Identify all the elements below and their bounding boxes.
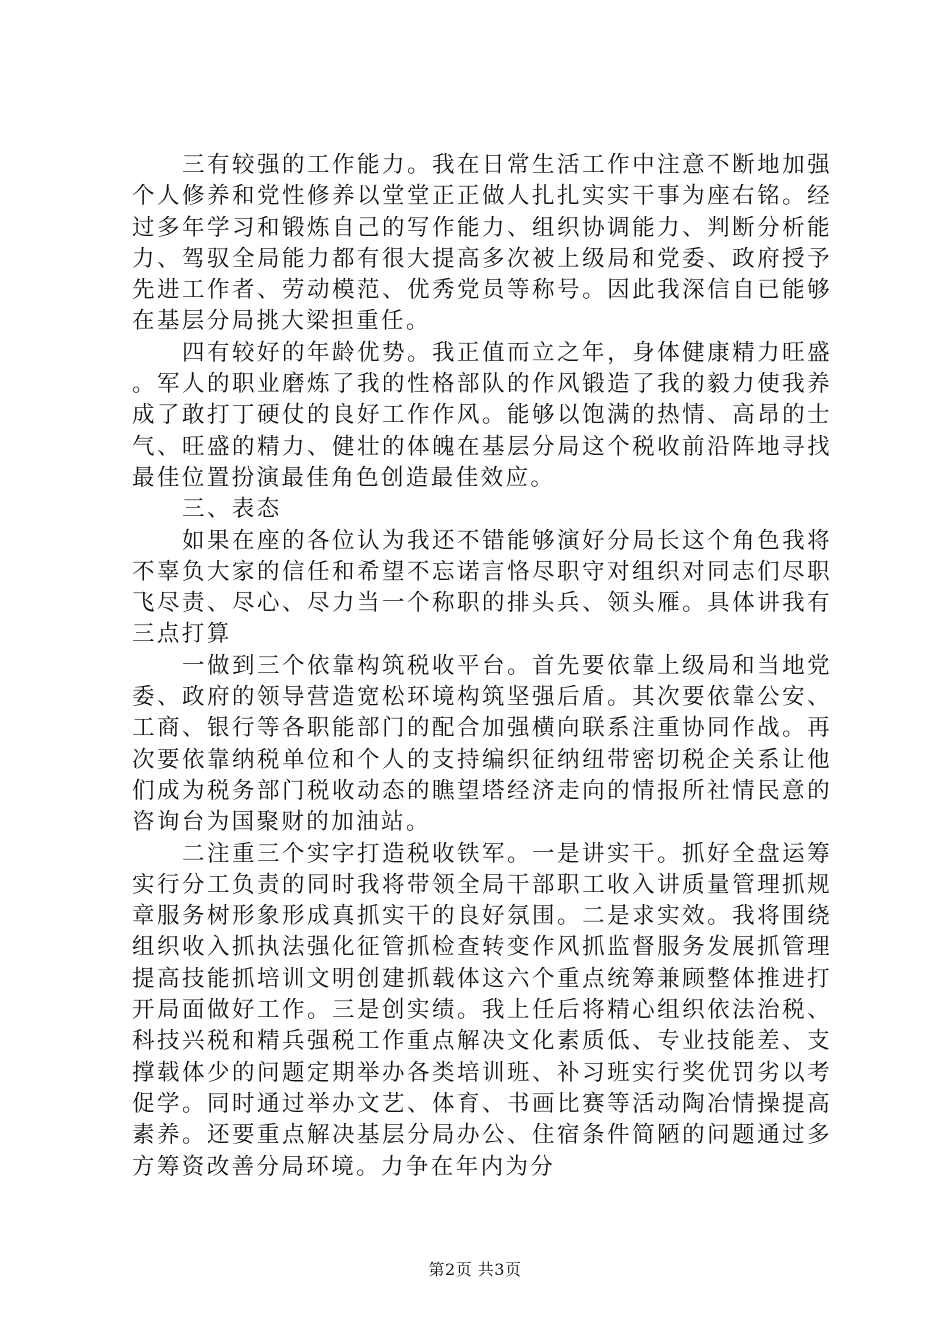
paragraph-plan-two: 二注重三个实字打造税收铁军。一是讲实干。抓好全盘运筹实行分工负责的同时我将带领全局干部职工收入讲质量管理抓规章服务树形象形成真抓实干的良好氛围。二是求实效。我将围绕组织收入抓执法强化征管抓检查转变作风抓监督服务发展抓管理提高技能抓培训文明创建抓载体这六个重点统筹兼顾整体推进打开局面做好工作。三是创实绩。我上任后将精心组织依法治税、科技兴税和精兵强税工作重点解决文化素质低、专业技能差、支撑载体少的问题定期举办各类培训班、补习班实行奖优罚劣以考促学。同时通过举办文艺、体育、书画比赛等活动陶冶情操提高素养。还要重点解决基层分局办公、住宿条件简陋的问题通过多方筹资改善分局环境。力争在年内为分 (132, 840, 832, 1180)
page-number: 第2页 共3页 (428, 1260, 522, 1279)
document-body (132, 150, 832, 1183)
paragraph-age-advantage: 四有较好的年龄优势。我正值而立之年，身体健康精力旺盛。军人的职业磨炼了我的性格部队的作风锻造了我的毅力使我养成了敢打丁硬仗的良好工作作风。能够以饱满的热情、高昂的士气、旺盛的精力、健壮的体魄在基层分局这个税收前沿阵地寻找最佳位置扮演最佳角色创造最佳效应。 (132, 339, 832, 491)
page-footer (0, 1260, 950, 1280)
paragraph-commitment: 如果在座的各位认为我还不错能够演好分局长这个角色我将不辜负大家的信任和希望不忘诺言恪尽职守对组织对同志们尽职飞尽责、尽心、尽力当一个称职的排头兵、领头雁。具体讲我有三点打算 (132, 527, 832, 648)
paragraph-plan-one: 一做到三个依靠构筑税收平台。首先要依靠上级局和当地党委、政府的领导营造宽松环境构筑坚强后盾。其次要依靠公安、工商、银行等各职能部门的配合加强横向联系注重协同作战。再次要依靠纳税单位和个人的支持编织征纳纽带密切税企关系让他们成为税务部门税收动态的瞧望塔经济走向的情报所社情民意的咨询台为国聚财的加油站。 (132, 652, 832, 836)
section-heading-statement: 三、表态 (182, 496, 282, 523)
paragraph-work-ability: 三有较强的工作能力。我在日常生活工作中注意不断地加强个人修养和党性修养以堂堂正正做人扎扎实实干事为座右铭。经过多年学习和锻炼自己的写作能力、组织协调能力、判断分析能力、驾驭全局能力都有很大提高多次被上级局和党委、政府授予先进工作者、劳动模范、优秀党员等称号。因此我深信自已能够在基层分局挑大梁担重任。 (132, 152, 832, 335)
